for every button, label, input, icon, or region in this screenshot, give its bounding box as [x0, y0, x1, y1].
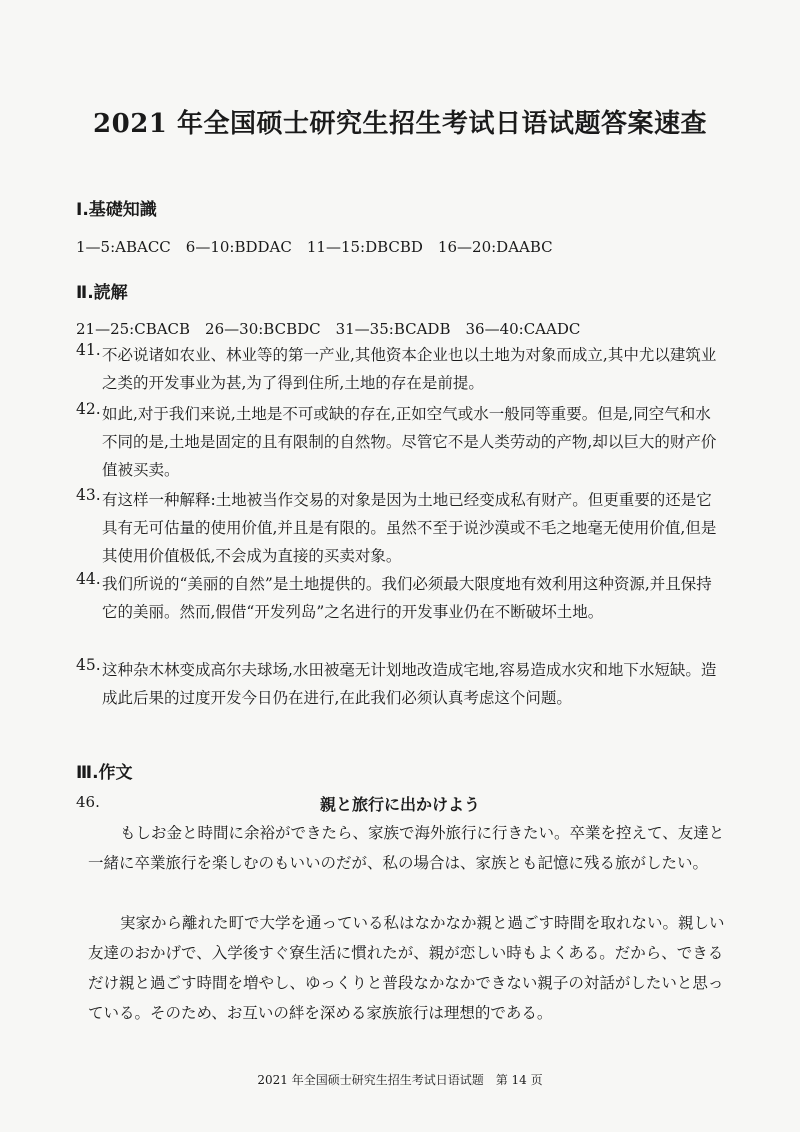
item-number: 45. [76, 656, 101, 674]
essay-paragraph-1: もしお金と時間に余裕ができたら、家族で海外旅行に行きたい。卒業を控えて、友達と一緒に卒業旅行を楽しむのもいいのだが、私の場合は、家族とも記憶に残る旅がしたい。 [88, 824, 725, 872]
item-text: 如此,对于我们来说,土地是不可或缺的存在,正如空气或水一般同等重要。但是,同空气和水不同的是,土地是固定的且有限制的自然物。尽管它不是人类劳动的产物,却以巨大的财产价值被买卖。 [102, 405, 717, 479]
item-number: 43. [76, 486, 101, 504]
page-footer: 2021 年全国硕士研究生招生考试日语试题 第 14 页 [257, 1073, 543, 1087]
answer-line-reading: 21—25:CBACB 26—30:BCBDC 31—35:BCADB 36—40:CAADC [76, 320, 581, 338]
item-text: 这种杂木林变成高尔夫球场,水田被毫无计划地改造成宅地,容易造成水灾和地下水短缺。造成此后果的过度开发今日仍在进行,在此我们必须认真考虑这个问题。 [102, 661, 717, 707]
answer-item-44 [76, 570, 726, 626]
section-heading-basic: Ⅰ.基礎知識 [76, 200, 157, 220]
item-number: 44. [76, 570, 101, 588]
item-number: 41. [76, 341, 101, 359]
item-text: 不必说诸如农业、林业等的第一产业,其他资本企业也以土地为对象而成立,其中尤以建筑业之类的开发事业为甚,为了得到住所,土地的存在是前提。 [102, 346, 717, 392]
item-number: 42. [76, 400, 101, 418]
answer-line-basic: 1—5:ABACC 6—10:BDDAC 11—15:DBCBD 16—20:DAABC [76, 238, 553, 256]
answer-item-45 [76, 656, 726, 712]
section-heading-reading: Ⅱ.読解 [76, 283, 128, 303]
page-title: 2021 年全国硕士研究生招生考试日语试题答案速查 [93, 109, 707, 139]
section-heading-essay: Ⅲ.作文 [76, 763, 133, 783]
essay-title: 親と旅行に出かけよう [319, 795, 480, 814]
answer-item-43 [76, 486, 726, 570]
answer-item-42 [76, 400, 726, 484]
essay-number: 46. [76, 793, 100, 811]
item-text: 我们所说的“美丽的自然”是土地提供的。我们必须最大限度地有效利用这种资源,并且保持它的美丽。然而,假借“开发列岛”之名进行的开发事业仍在不断破坏土地。 [102, 575, 712, 621]
answer-item-41 [76, 341, 726, 397]
item-text: 有这样一种解释:土地被当作交易的对象是因为土地已经变成私有财产。但更重要的还是它具有无可估量的使用价值,并且是有限的。虽然不至于说沙漠或不毛之地毫无使用价值,但是其使用价值极低,不会成为直接的买卖对象。 [102, 491, 717, 565]
essay-paragraph-2: 実家から離れた町で大学を通っている私はなかなか親と過ごす時間を取れない。親しい友達のおかげで、入学後すぐ寮生活に慣れたが、親が恋しい時もよくある。だから、できるだけ親と過ごす時間を増やし、ゆっくりと普段なかなかできない親子の対話がしたいと思っている。そのため、お互いの絆を深める家族旅行は理想的である。 [88, 914, 725, 1022]
